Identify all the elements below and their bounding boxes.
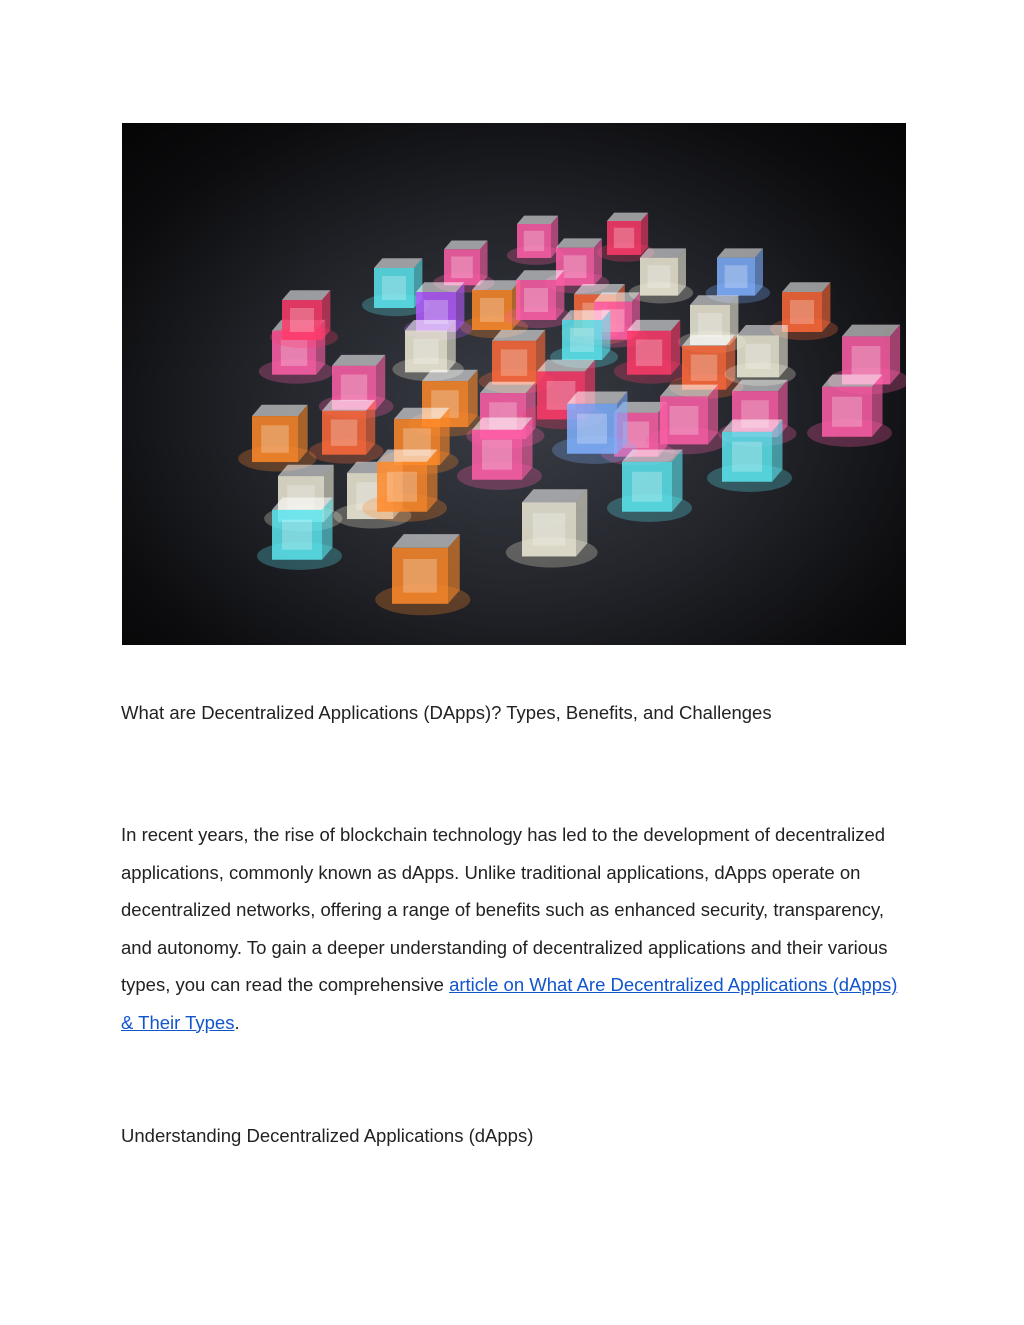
document-title: What are Decentralized Applications (DApps)? Types, Benefits, and Challenges bbox=[121, 702, 772, 723]
glowing-cube-icon bbox=[257, 498, 342, 571]
glowing-cube-icon bbox=[807, 375, 892, 448]
dapps-article-link[interactable]: article on What Are Decentralized Applications (dApps) & Their Types bbox=[121, 974, 898, 1033]
section-heading: Understanding Decentralized Applications (dApps) bbox=[121, 1125, 534, 1146]
glowing-cube-icon bbox=[270, 290, 338, 348]
intro-paragraph bbox=[121, 816, 911, 1041]
glowing-cubes-illustration-icon bbox=[122, 123, 906, 645]
glowing-cube-icon bbox=[238, 405, 316, 472]
glowing-cube-icon bbox=[506, 489, 598, 567]
hero-image bbox=[122, 123, 906, 645]
intro-text: In recent years, the rise of blockchain technology has led to the development of decentralized applications, commonly known as dApps. Unlike traditional applications, dApps operate on decentralized networks, offering a range of benefits such as enhanced security, transparency, and autonomy. To gain a deeper understanding of decentralized applications and their various types, you can read the comprehensive bbox=[121, 824, 888, 995]
intro-text-end: . bbox=[234, 1011, 240, 1033]
glowing-cube-icon bbox=[706, 248, 771, 303]
glowing-cube-icon bbox=[375, 534, 470, 615]
glowing-cube-icon bbox=[507, 216, 565, 265]
